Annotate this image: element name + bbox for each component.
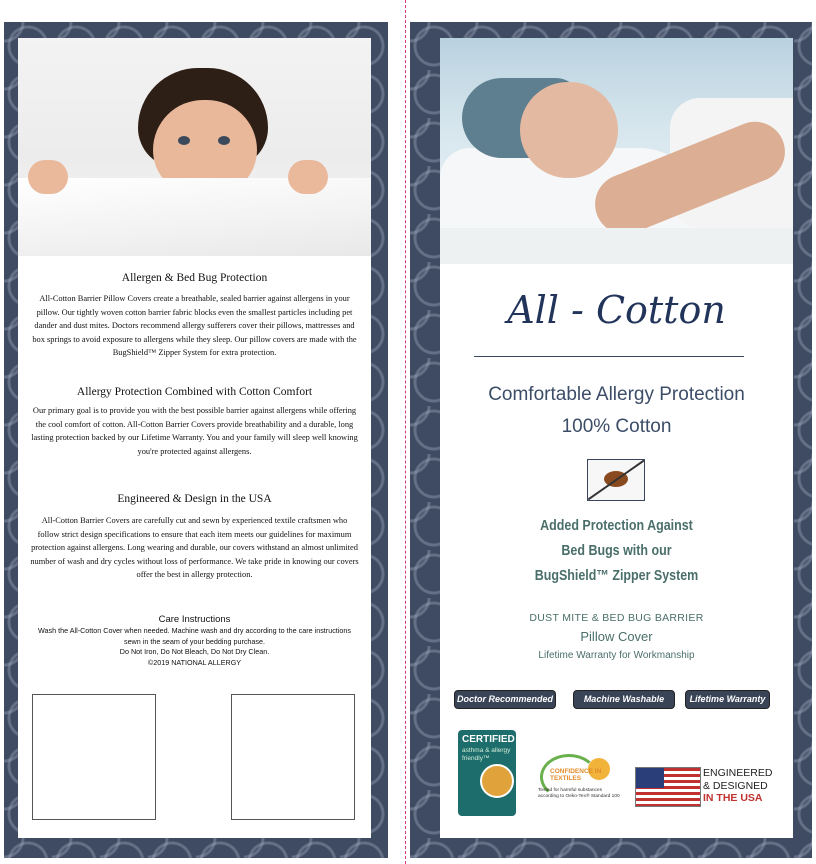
bed-sheet (440, 228, 793, 264)
fold-line (405, 0, 406, 864)
asthma-allergy-certified-logo (458, 730, 516, 816)
bed-bug-icon (587, 459, 645, 501)
made-line: & DESIGNED (703, 779, 768, 792)
cert-title: CERTIFIED (462, 734, 515, 745)
tagline: Comfortable Allergy Protection (488, 384, 745, 405)
bugshield-line: Added Protection Against (540, 518, 693, 534)
section-body: All-Cotton Barrier Pillow Covers create a breathable, sealed barrier against allergens in your pillow. Our tightly woven cotton barrier fabric blocks even the smallest particles including pet dander and dust mites. Doctors recommend allergy sufferers cover their pillows, mattresses and box springs to avoid exposure to allergens while they sleep. Our pillow covers are made with the BugShield™ Zipper System for extra protection. (32, 294, 357, 358)
brand-logo: All - Cotton (507, 288, 726, 332)
oeko-text: Tested for harmful substances according to Oeko-Tex® Standard 100 (538, 788, 620, 799)
blank-box (231, 694, 355, 820)
boy-eye (178, 136, 190, 145)
product-type: DUST MITE & BED BUG BARRIER (529, 612, 704, 624)
boy-eye (218, 136, 230, 145)
section-heading: Allergen & Bed Bug Protection (121, 272, 268, 284)
woman-face (520, 82, 618, 178)
us-flag-icon (635, 767, 701, 807)
boy-hand (28, 160, 68, 194)
care-line: Wash the All-Cotton Cover when needed. Machine wash and dry according to the care instructions sewn in the seam of your bedding purchase. (38, 626, 351, 646)
boy-hand (288, 160, 328, 194)
care-heading: Care Instructions (158, 614, 231, 625)
badge-doctor-recommended: Doctor Recommended (454, 690, 556, 709)
left-panel (18, 38, 371, 838)
cert-subtitle: asthma & allergy friendly™ (462, 747, 511, 762)
warranty-text: Lifetime Warranty for Workmanship (538, 650, 695, 661)
bugshield-line: BugShield™ Zipper System (534, 568, 699, 584)
tagline: 100% Cotton (561, 416, 672, 437)
section-heading: Engineered & Design in the USA (117, 493, 272, 505)
slash-line (588, 460, 645, 500)
right-panel (440, 38, 793, 838)
section-heading: Allergy Protection Combined with Cotton Comfort (76, 386, 313, 398)
bugshield-line: Bed Bugs with our (561, 543, 672, 559)
oeko-tex-logo (536, 754, 624, 810)
section-body: All-Cotton Barrier Covers are carefully cut and sewn by experienced textile craftsmen who follow strict design specifications to ensure that each item meets our guidelines for maximum protection against allergens. Long wearing and durable, our covers withstand an almost unlimited number of wash and dry cycles without loss of performance. We take pride in knowing our covers offer the best in allergy protection. (30, 516, 359, 580)
cert-seal-icon (480, 764, 514, 798)
divider (474, 356, 744, 357)
woman-photo (440, 38, 793, 264)
badge-machine-washable: Machine Washable (573, 690, 675, 709)
made-line: ENGINEERED (703, 767, 773, 779)
made-in-usa (703, 767, 772, 805)
blank-box (32, 694, 156, 820)
made-line: IN THE USA (703, 792, 763, 804)
flag-canton (636, 768, 664, 788)
care-body (30, 626, 359, 668)
oeko-title: CONFIDENCE IN TEXTILES (550, 768, 602, 782)
care-line: Do Not Iron, Do Not Bleach, Do Not Dry Clean. (119, 647, 270, 656)
section-body: Our primary goal is to provide you with the best possible barrier against allergens while offering the cool comfort of cotton. All-Cotton Barrier Covers provide breathability and a durable, long lasting protection backed by our Lifetime Warranty. You and your family will sleep well knowing you're protected against allergens. (31, 406, 358, 456)
boy-photo (18, 38, 371, 256)
copyright: ©2019 NATIONAL ALLERGY (147, 657, 242, 667)
badge-lifetime-warranty: Lifetime Warranty (685, 690, 770, 709)
product-name: Pillow Cover (580, 629, 653, 644)
